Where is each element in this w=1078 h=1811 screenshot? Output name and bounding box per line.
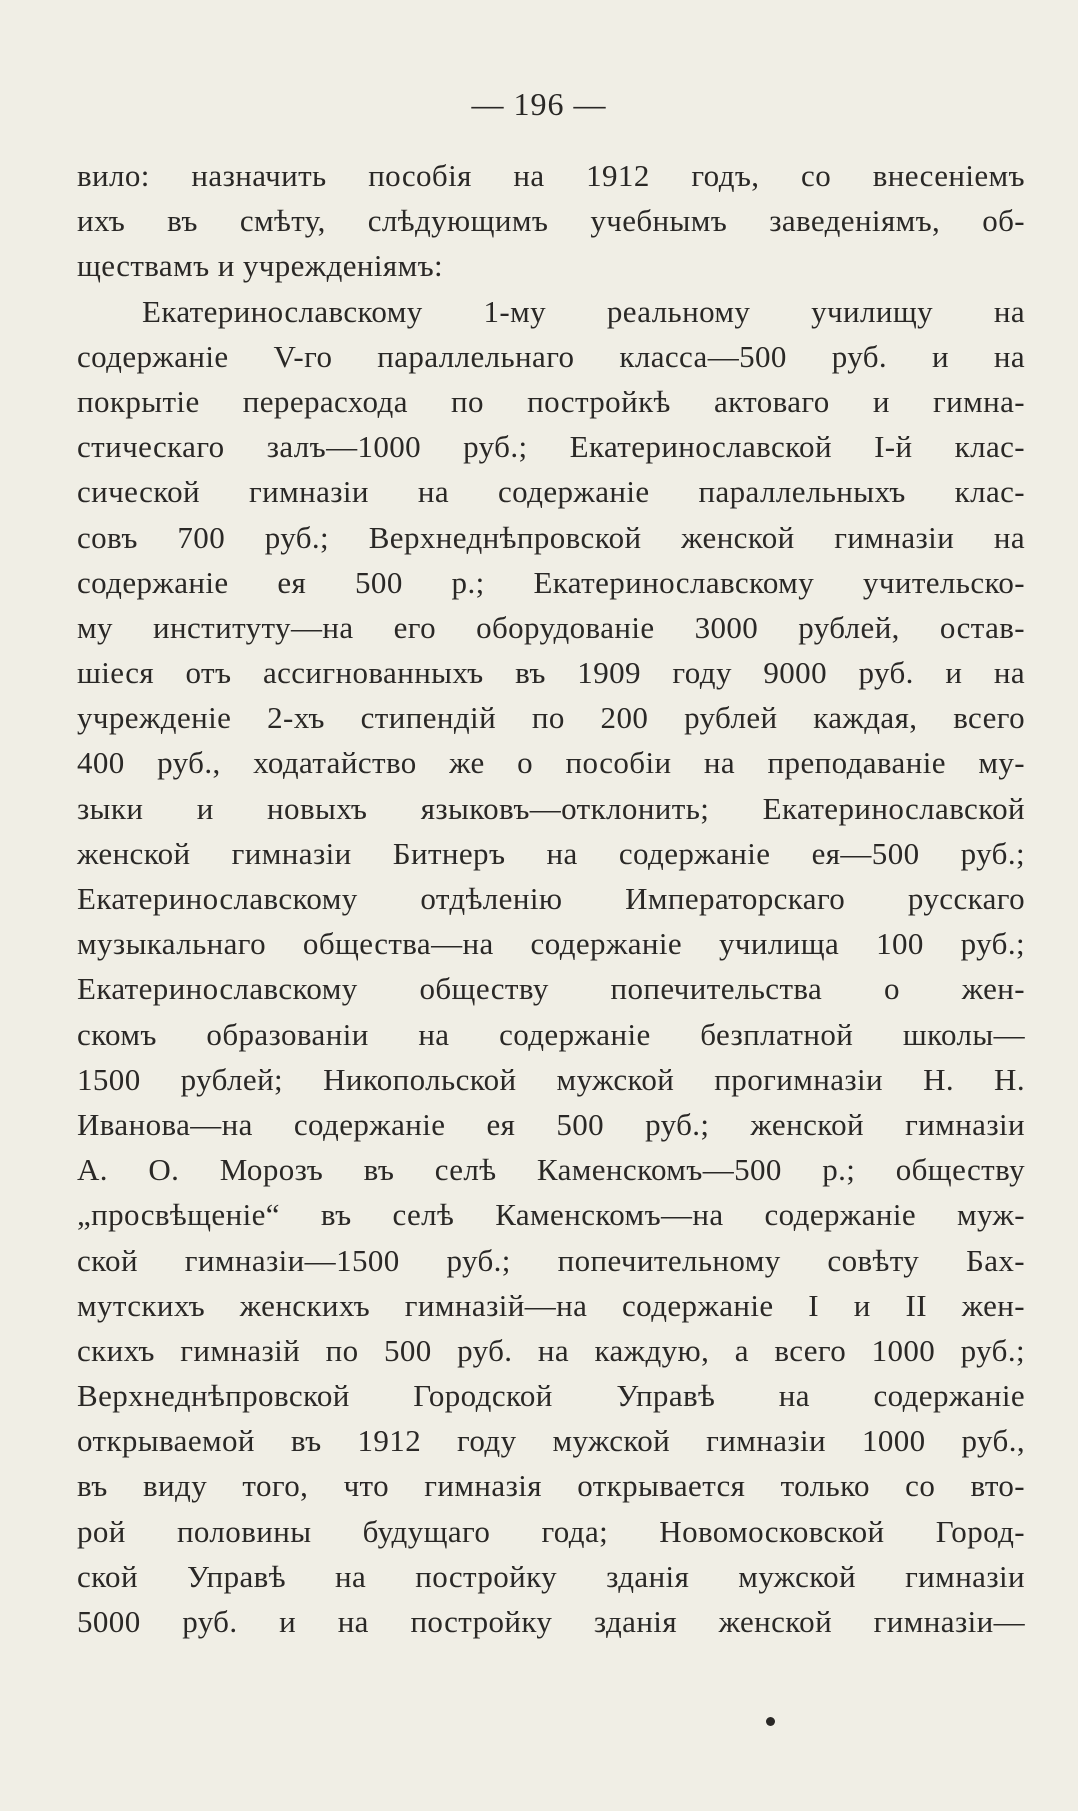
text-line: Верхнеднѣпровской Городской Управѣ на содержаніе — [77, 1378, 1025, 1414]
text-line: Иванова—на содержаніе ея 500 руб.; женской гимназіи — [77, 1106, 1025, 1142]
text-line: рой половины будущаго года; Новомосковской Город- — [77, 1513, 1025, 1549]
text-line: зыки и новыхъ языковъ—отклонить; Екатеринославской — [77, 790, 1025, 826]
text-line: мутскихъ женскихъ гимназій—на содержаніе I и II жен- — [77, 1287, 1025, 1323]
text-line: сической гимназіи на содержаніе параллельныхъ клас- — [77, 474, 1025, 510]
paragraph-first-line: Екатеринославскому 1-му реальному училищу на — [142, 293, 1025, 329]
text-line: му институту—на его оборудованіе 3000 рублей, остав- — [77, 609, 1025, 645]
text-line: въ виду того, что гимназія открывается только со вто- — [77, 1468, 1025, 1504]
text-line: скихъ гимназій по 500 руб. на каждую, а всего 1000 руб.; — [77, 1332, 1025, 1368]
text-line: совъ 700 руб.; Верхнеднѣпровской женской гимназіи на — [77, 519, 1025, 555]
text-line: Екатеринославскому отдѣленію Императорскаго русскаго — [77, 881, 1025, 916]
text-line: шіеся отъ ассигнованныхъ въ 1909 году 9000 руб. и на — [77, 655, 1025, 691]
text-line: содержаніе ея 500 р.; Екатеринославскому учительско- — [77, 564, 1025, 600]
body-text — [77, 153, 1025, 1644]
text-line: женской гимназіи Битнеръ на содержаніе ея—500 руб.; — [77, 835, 1025, 871]
text-line: 400 руб., ходатайство же о пособіи на преподаваніе му- — [77, 745, 1025, 781]
text-line: скомъ образованіи на содержаніе безплатной школы— — [77, 1016, 1025, 1052]
text-line: „просвѣщеніе“ въ селѣ Каменскомъ—на содержаніе муж- — [77, 1197, 1025, 1233]
text-line: ской Управѣ на постройку зданія мужской гимназіи — [77, 1558, 1025, 1594]
text-line: стическаго залъ—1000 руб.; Екатеринославской I-й клас- — [77, 429, 1025, 465]
text-line: открываемой въ 1912 году мужской гимназіи 1000 руб., — [77, 1423, 1025, 1459]
page-number: — 196 — — [471, 86, 607, 122]
text-line: ихъ въ смѣту, слѣдующимъ учебнымъ заведеніямъ, об- — [77, 203, 1025, 239]
printer-mark-dot — [766, 1717, 775, 1726]
text-line: Екатеринославскому обществу попечительства о жен- — [77, 971, 1025, 1007]
text-line: 1500 рублей; Никопольской мужской прогимназіи Н. Н. — [77, 1061, 1025, 1097]
text-line: ской гимназіи—1500 руб.; попечительному совѣту Бах- — [77, 1242, 1025, 1278]
text-line: А. О. Морозъ въ селѣ Каменскомъ—500 р.; обществу — [77, 1152, 1025, 1188]
text-line: 5000 руб. и на постройку зданія женской гимназіи— — [77, 1604, 1025, 1639]
text-line: вило: назначить пособія на 1912 годъ, со внесеніемъ — [77, 158, 1025, 193]
text-line: учрежденіе 2-хъ стипендій по 200 рублей каждая, всего — [77, 700, 1025, 736]
text-line: музыкальнаго общества—на содержаніе училища 100 руб.; — [77, 926, 1025, 962]
text-line: ществамъ и учрежденіямъ: — [77, 248, 444, 284]
text-line: содержаніе V-го параллельнаго класса—500 руб. и на — [77, 338, 1025, 374]
text-line: покрытіе перерасхода по постройкѣ актоваго и гимна- — [77, 383, 1025, 419]
